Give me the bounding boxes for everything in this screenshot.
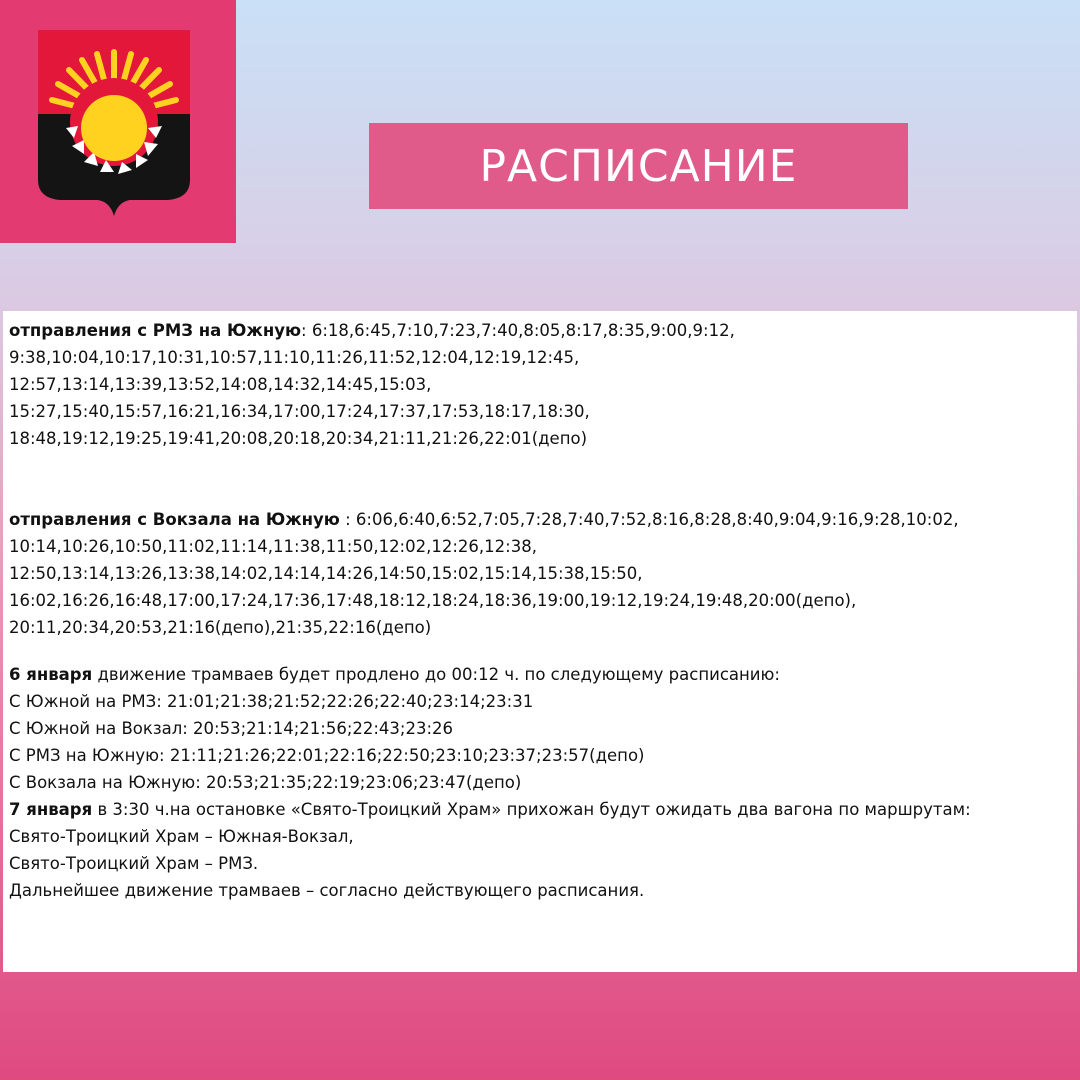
rmz-line-3: 12:57,13:14,13:39,13:52,14:08,14:32,14:45,15:03,: [9, 375, 432, 394]
jan7-route-1: Свято-Троицкий Храм – Южная-Вокзал,: [9, 827, 354, 846]
jan6-route-2: С Южной на Вокзал: 20:53;21:14;21:56;22:43;23:26: [9, 719, 454, 738]
jan6-route-3: С РМЗ на Южную: 21:11;21:26;22:01;22:16;22:50;23:10;23:37;23:57(депо): [9, 746, 645, 765]
vokzal-line-4: 16:02,16:26,16:48,17:00,17:24,17:36,17:48,18:12,18:24,18:36,19:00,19:12,19:24,19:48,20:00(депо),: [9, 591, 857, 610]
vokzal-line-3: 12:50,13:14,13:26,13:38,14:02,14:14,14:26,14:50,15:02,15:14,15:38,15:50,: [9, 564, 643, 583]
jan7-heading: 7 января в 3:30 ч.на остановке «Свято-Троицкий Храм» прихожан будут ожидать два вагона по маршрутам:: [9, 800, 971, 819]
jan6-route-1: С Южной на РМЗ: 21:01;21:38;21:52;22:26;22:40;23:14;23:31: [9, 692, 534, 711]
jan6-heading: 6 января движение трамваев будет продлено до 00:12 ч. по следующему расписанию:: [9, 665, 780, 684]
vokzal-line-5: 20:11,20:34,20:53,21:16(депо),21:35,22:16(депо): [9, 618, 432, 637]
jan6-route-4: С Вокзала на Южную: 20:53;21:35;22:19;23:06;23:47(депо): [9, 773, 522, 792]
page-title: РАСПИСАНИЕ: [479, 140, 798, 192]
vokzal-label: отправления с Вокзала на Южную: [9, 510, 340, 529]
jan7-footer: Дальнейшее движение трамваев – согласно действующего расписания.: [9, 881, 645, 900]
rmz-schedule: [9, 317, 1071, 452]
rmz-line-2: 9:38,10:04,10:17,10:31,10:57,11:10,11:26,11:52,12:04,12:19,12:45,: [9, 348, 580, 367]
coat-of-arms-sun-icon: [38, 30, 190, 220]
title-banner: [369, 123, 908, 209]
rmz-line-4: 15:27,15:40,15:57,16:21,16:34,17:00,17:24,17:37,17:53,18:17,18:30,: [9, 402, 590, 421]
jan7-route-2: Свято-Троицкий Храм – РМЗ.: [9, 854, 259, 873]
rmz-label: отправления с РМЗ на Южную: [9, 321, 302, 340]
schedule-card: [3, 311, 1077, 972]
jan6-date: 6 января: [9, 665, 93, 684]
vokzal-line-2: 10:14,10:26,10:50,11:02,11:14,11:38,11:50,12:02,12:26,12:38,: [9, 537, 537, 556]
jan7-date: 7 января: [9, 800, 93, 819]
jan6-notice: [9, 661, 1071, 796]
logo-panel: [0, 0, 236, 243]
jan7-notice: [9, 796, 1071, 904]
vokzal-line-1: отправления с Вокзала на Южную : 6:06,6:40,6:52,7:05,7:28,7:40,7:52,8:16,8:28,8:40,9:04,9:16,9:28,10:02,: [9, 510, 959, 529]
rmz-line-5: 18:48,19:12,19:25,19:41,20:08,20:18,20:34,21:11,21:26,22:01(депо): [9, 429, 588, 448]
rmz-line-1: отправления с РМЗ на Южную: 6:18,6:45,7:10,7:23,7:40,8:05,8:17,8:35,9:00,9:12,: [9, 321, 735, 340]
vokzal-schedule: [9, 506, 1071, 641]
